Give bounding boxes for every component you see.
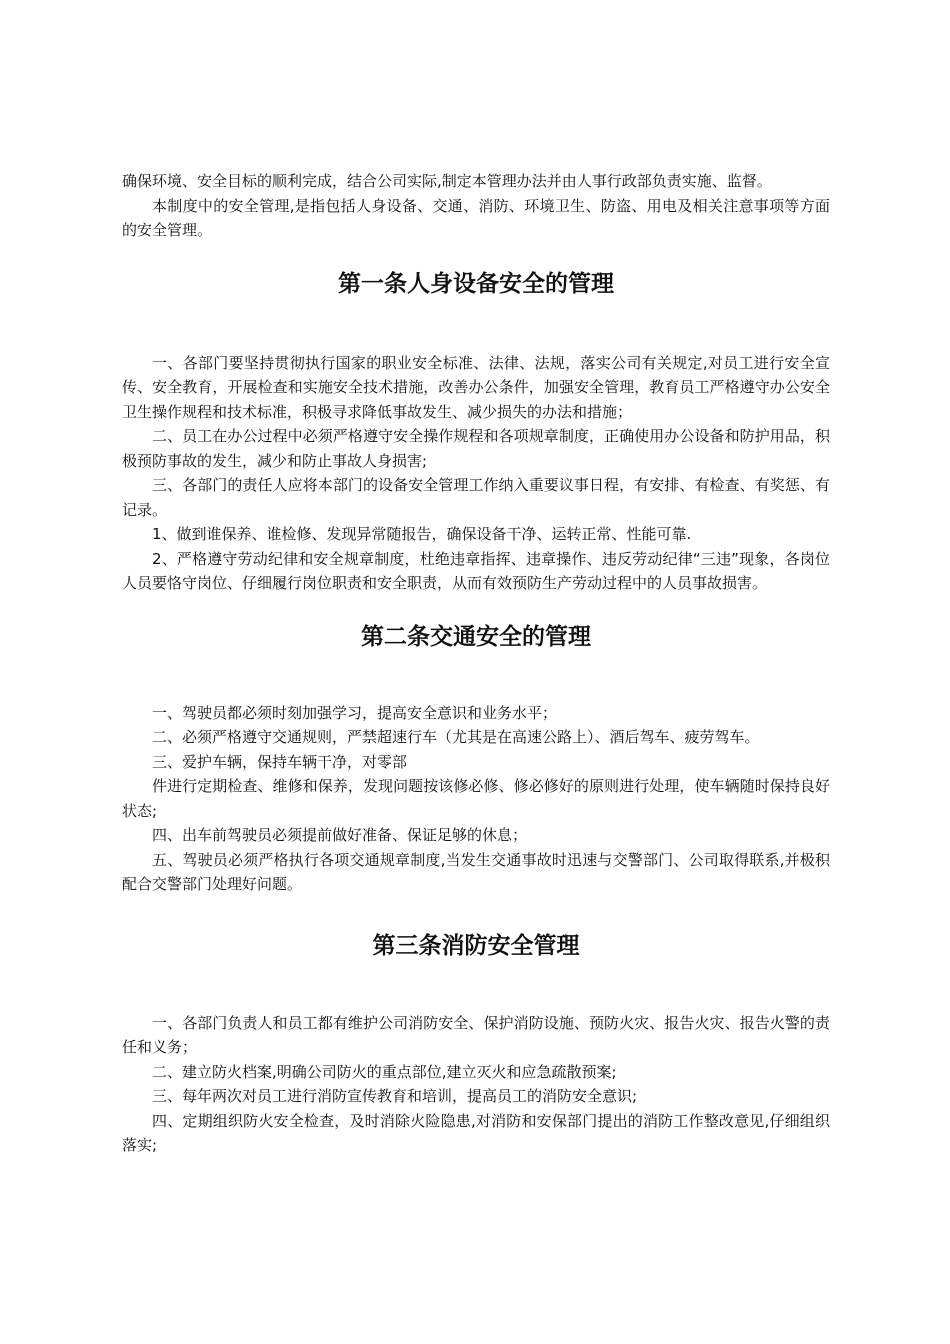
intro-paragraph-1: 确保环境、安全目标的顺利完成，结合公司实际,制定本管理办法并由人事行政部负责实施、监督。 [122,172,772,190]
section2-title: 第二条交通安全的管理 [361,623,591,650]
section1-paragraph-3: 三、各部门的责任人应将本部门的设备安全管理工作纳入重要议事日程，有安排、有检查、有奖惩、有记录。 [122,476,830,519]
section1-paragraph-5: 2、严格遵守劳动纪律和安全规章制度，杜绝违章指挥、违章操作、违反劳动纪律“三违”现象，各岗位人员要恪守岗位、仔细履行岗位职责和安全职责，从而有效预防生产劳动过程中的人员事故损害。 [122,549,830,592]
section1-title: 第一条人身设备安全的管理 [338,270,614,297]
section2-paragraph-5: 四、出车前驾驶员必须提前做好准备、保证足够的休息； [152,826,528,844]
intro-paragraph-2: 本制度中的安全管理,是指包括人身设备、交通、消防、环境卫生、防盗、用电及相关注意事项等方面的安全管理。 [122,196,830,239]
section3-paragraph-2: 二、建立防火档案,明确公司防火的重点部位,建立灭火和应急疏散预案; [152,1062,617,1081]
section3-paragraph-3: 三、每年两次对员工进行消防宣传教育和培训，提高员工的消防安全意识; [152,1087,638,1105]
section2-paragraph-3: 三、爱护车辆，保持车辆干净，对零部 [152,752,408,771]
section2-paragraph-2: 二、必须严格遵守交通规则，严禁超速行车（尤其是在高速公路上）、酒后驾车、疲劳驾车。 [152,728,760,746]
section1-paragraph-2: 二、员工在办公过程中必须严格遵守安全操作规程和各项规章制度，正确使用办公设备和防护用品，积极预防事故的发生，减少和防止事故人身损害; [122,427,830,470]
section2-paragraph-1: 一、驾驶员都必须时刻加强学习，提高安全意识和业务水平； [152,703,558,722]
section3-paragraph-4: 四、定期组织防火安全检查，及时消除火险隐患,对消防和安保部门提出的消防工作整改意见,仔细组织落实; [122,1111,830,1154]
section1-paragraph-4: 1、做到谁保养、谁检修、发现异常随报告，确保设备干净、运转正常、性能可靠. [152,525,692,543]
section2-paragraph-6: 五、驾驶员必须严格执行各项交通规章制度,当发生交通事故时迅速与交警部门、公司取得联系,并极积配合交警部门处理好问题。 [122,850,830,893]
section3-title: 第三条消防安全管理 [372,932,580,959]
document-page [122,169,830,1158]
section2-paragraph-4: 件进行定期检查、维修和保养，发现问题按该修必修、修必修好的原则进行处理，使车辆随时保持良好状态; [122,777,830,820]
section1-paragraph-1: 一、各部门要坚持贯彻执行国家的职业安全标准、法律、法规，落实公司有关规定,对员工进行安全宣传、安全教育，开展检查和实施安全技术措施，改善办公条件，加强安全管理，教育员工严格遵守办公安全卫生操作规程和技术标准，积极寻求降低事故发生、减少损失的办法和措施； [122,353,830,421]
section3-paragraph-1: 一、各部门负责人和员工都有维护公司消防安全、保护消防设施、预防火灾、报告火灾、报告火警的责任和义务； [122,1013,830,1056]
